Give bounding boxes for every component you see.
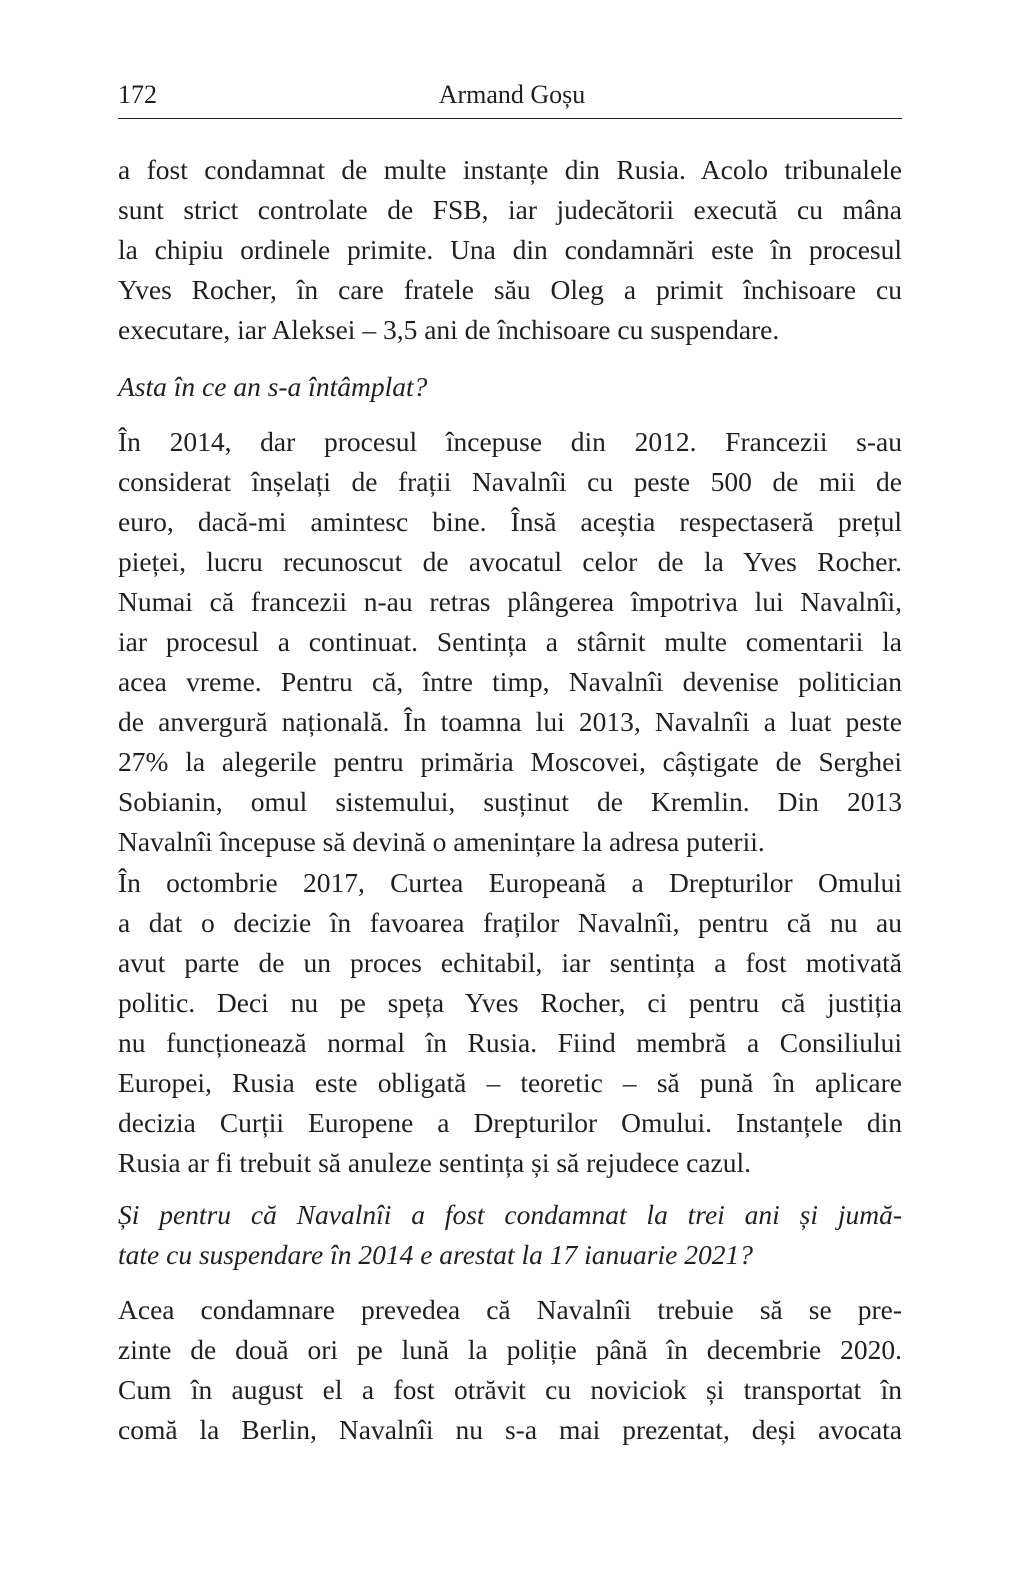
text-line: Cum în august el a fost otrăvit cu noviciok și transportat în xyxy=(118,1374,902,1405)
text-line: la chipiu ordinele primite. Una din condamnări este în procesul xyxy=(118,234,902,265)
question-line: Asta în ce an s-a întâmplat? xyxy=(118,371,428,402)
header-rule xyxy=(118,118,902,119)
text-line: În octombrie 2017, Curtea Europeană a Drepturilor Omului xyxy=(118,867,902,898)
text-line: nu funcționează normal în Rusia. Fiind membră a Consiliului xyxy=(118,1027,902,1058)
text-line: iar procesul a continuat. Sentința a stârnit multe comentarii la xyxy=(118,626,902,657)
text-line: de anvergură națională. În toamna lui 2013, Navalnîi a luat peste xyxy=(118,706,902,737)
text-line: În 2014, dar procesul începuse din 2012. Francezii s-au xyxy=(118,426,902,457)
text-line: acea vreme. Pentru că, între timp, Navalnîi devenise politician xyxy=(118,666,902,697)
text-line: euro, dacă-mi amintesc bine. Însă aceștia respectaseră prețul xyxy=(118,506,902,537)
text-line: Europei, Rusia este obligată – teoretic – să pună în aplicare xyxy=(118,1067,902,1098)
text-line: Acea condamnare prevedea că Navalnîi trebuie să se pre- xyxy=(118,1294,902,1325)
text-line: zinte de două ori pe lună la poliție până în decembrie 2020. xyxy=(118,1334,902,1365)
text-line: Yves Rocher, în care fratele său Oleg a primit închisoare cu xyxy=(118,274,902,305)
text-line: a dat o decizie în favoarea fraților Navalnîi, pentru că nu au xyxy=(118,907,902,938)
text-line: Numai că francezii n-au retras plângerea împotriva lui Navalnîi, xyxy=(118,586,902,617)
running-head: Armand Goșu xyxy=(438,80,586,109)
text-line: Sobianin, omul sistemului, susținut de Kremlin. Din 2013 xyxy=(118,786,902,817)
text-line: Rusia ar fi trebuit să anuleze sentința și să rejudece cazul. xyxy=(118,1147,751,1178)
text-line: considerat înșelați de frații Navalnîi cu peste 500 de mii de xyxy=(118,466,902,497)
text-line: pieței, lucru recunoscut de avocatul celor de la Yves Rocher. xyxy=(118,546,902,577)
text-line: a fost condamnat de multe instanțe din Rusia. Acolo tribunalele xyxy=(118,154,902,185)
text-line: sunt strict controlate de FSB, iar judecătorii execută cu mâna xyxy=(118,194,902,225)
text-line: executare, iar Aleksei – 3,5 ani de închisoare cu suspendare. xyxy=(118,314,780,345)
text-line: politic. Deci nu pe speța Yves Rocher, ci pentru că justiția xyxy=(118,987,902,1018)
page-number: 172 xyxy=(118,80,157,109)
text-line: comă la Berlin, Navalnîi nu s-a mai prezentat, deși avocata xyxy=(118,1414,902,1445)
text-line: decizia Curții Europene a Drepturilor Omului. Instanțele din xyxy=(118,1107,902,1138)
text-line: Navalnîi începuse să devină o amenințare la adresa puterii. xyxy=(118,826,765,857)
question-line: Și pentru că Navalnîi a fost condamnat la trei ani și jumă- xyxy=(118,1199,902,1230)
text-line: 27% la alegerile pentru primăria Moscovei, câștigate de Serghei xyxy=(118,746,902,777)
text-line: avut parte de un proces echitabil, iar sentința a fost motivată xyxy=(118,947,902,978)
question-line: tate cu suspendare în 2014 e arestat la 17 ianuarie 2021? xyxy=(118,1239,753,1270)
